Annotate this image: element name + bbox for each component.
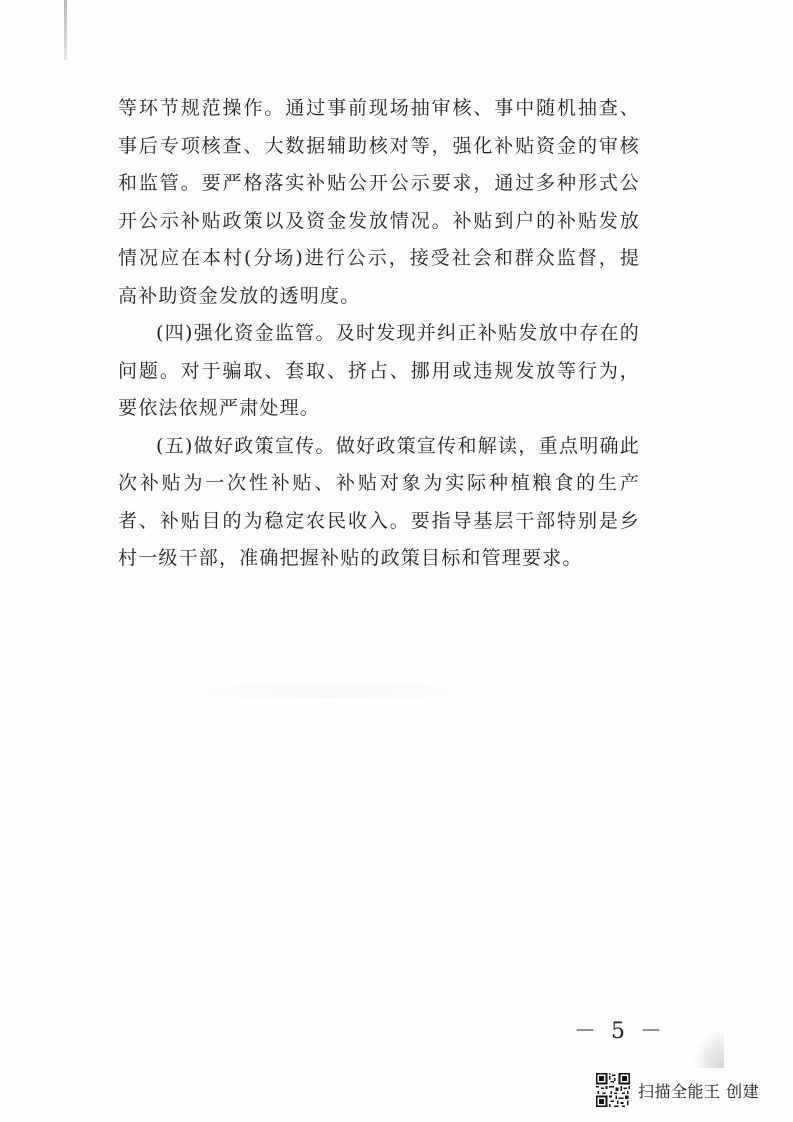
paragraph-continuation: 等环节规范操作。通过事前现场抽审核、事中随机抽查、事后专项核查、大数据辅助核对等，强化补贴资金的审核和监管。要严格落实补贴公开公示要求，通过多种形式公开公示补贴政策以及资金发放情况。补贴到户的补贴发放情况应在本村(分场)进行公示，接受社会和群众监督，提高补助资金发放的透明度。 [118,97,640,307]
scan-streak [165,684,495,698]
scan-edge-shadow [64,0,67,60]
scanner-watermark [596,1072,759,1108]
scan-corner-shadow [694,1030,724,1068]
document-body [118,90,640,578]
scanner-brand-label: 扫描全能王 创建 [638,1081,760,1101]
page-number: － 5 － [574,1019,666,1044]
paragraph-strengthen-fund-supervision: (四)强化资金监管。及时发现并纠正补贴发放中存在的问题。对于骗取、套取、挤占、挪用或违规发放等行为，要依法依规严肃处理。 [118,322,640,419]
qr-code-icon [596,1073,630,1107]
paragraph-policy-publicity: (五)做好政策宣传。做好政策宣传和解读，重点明确此次补贴为一次性补贴、补贴对象为实际种植粮食的生产者、补贴目的为稳定农民收入。要指导基层干部特别是乡村一级干部，准确把握补贴的政策目标和管理要求。 [118,434,640,569]
